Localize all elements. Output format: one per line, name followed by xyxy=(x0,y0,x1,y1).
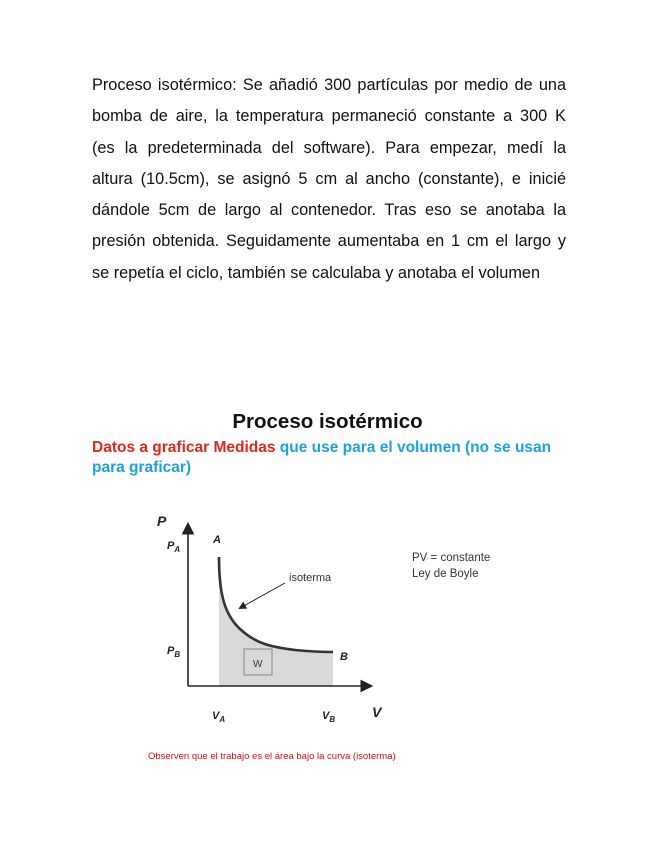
pb-label: $P_B$ xyxy=(167,645,181,659)
paragraph-line: se repetía el ciclo, también se calculaba y anotaba el volumen xyxy=(92,263,540,282)
va-label: $V_A$ xyxy=(212,710,226,724)
description-paragraph xyxy=(92,70,566,289)
point-a-label: A xyxy=(213,534,221,546)
paragraph-line: Proceso isotérmico: Se añadió 300 partículas por medio de una xyxy=(92,76,566,94)
note-line-1: PV = constante xyxy=(412,552,491,564)
paragraph-line: dándole 5cm de largo al contenedor. Tras eso se anotaba la xyxy=(92,201,566,220)
isotherm-label: isoterma xyxy=(289,572,332,584)
paragraph-line: bomba de aire, la temperatura permaneció constante a 300 K xyxy=(92,107,566,126)
paragraph-line: (es la predeterminada del software). Para empezar, medí la xyxy=(92,138,566,157)
isothermal-diagram xyxy=(145,505,545,735)
p-axis-label: P xyxy=(157,513,167,529)
subtitle-red: Datos a graficar Medidas xyxy=(92,439,276,456)
paragraph-line: altura (10.5cm), se asignó 5 cm al ancho (constante), e inicié xyxy=(92,169,566,188)
section-subtitle xyxy=(92,438,572,478)
work-label: W xyxy=(253,659,263,670)
figure-caption: Observen que el trabajo es el área bajo la curva (isoterma) xyxy=(148,751,396,762)
isotherm-pointer xyxy=(240,583,285,608)
section-title: Proceso isotérmico xyxy=(232,410,423,433)
note-line-2: Ley de Boyle xyxy=(412,568,479,580)
subtitle-blue: que use para el volumen (no se usan para graficar) xyxy=(92,439,552,476)
v-axis-label: V xyxy=(372,704,382,720)
paragraph-line: presión obtenida. Seguidamente aumentaba en 1 cm el largo y xyxy=(92,232,566,251)
pa-label: $P_A$ xyxy=(167,540,181,554)
vb-label: $V_B$ xyxy=(322,710,336,724)
point-b-label: B xyxy=(340,651,348,663)
